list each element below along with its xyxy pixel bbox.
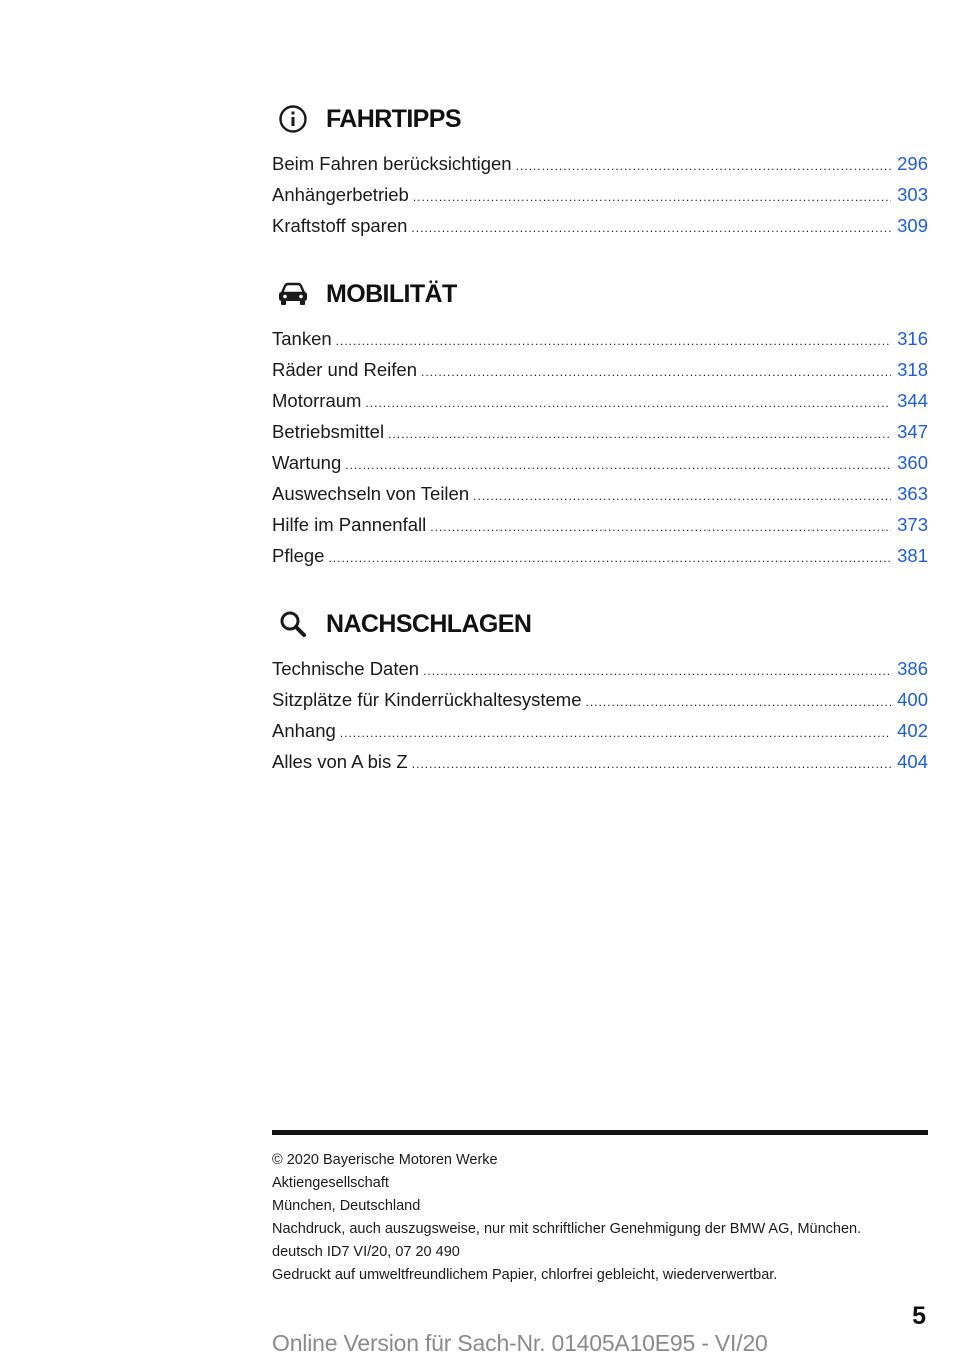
toc-page-link[interactable]: 309	[897, 215, 928, 236]
toc-page-link[interactable]: 381	[897, 545, 928, 566]
section-title: NACHSCHLAGEN	[326, 609, 532, 638]
toc-entry-label: Alles von A bis Z	[272, 751, 408, 772]
toc-page-link[interactable]: 296	[897, 153, 928, 174]
dot-leader	[328, 543, 891, 574]
imprint-line: Nachdruck, auch auszugsweise, nur mit schriftlicher Genehmigung der BMW AG, München.	[272, 1221, 862, 1237]
imprint-line: deutsch ID7 VI/20, 07 20 490	[272, 1244, 460, 1260]
toc-entry-label: Anhängerbetrieb	[272, 184, 409, 205]
section-title: FAHRTIPPS	[326, 104, 461, 133]
section-header	[272, 275, 928, 313]
toc-entry[interactable]	[272, 540, 928, 571]
dot-leader	[336, 326, 891, 357]
toc-page-link[interactable]: 363	[897, 483, 928, 504]
toc-entry-label: Motorraum	[272, 390, 362, 411]
toc-entry[interactable]	[272, 509, 928, 540]
imprint-line: Aktiengesellschaft	[272, 1175, 389, 1191]
toc-entry-label: Hilfe im Pannenfall	[272, 514, 427, 535]
imprint-line: © 2020 Bayerische Motoren Werke	[272, 1152, 498, 1168]
dot-leader	[473, 481, 891, 512]
search-icon	[274, 605, 312, 643]
section-nachschlagen	[272, 605, 928, 777]
section-fahrtipps	[272, 100, 928, 241]
toc-entry[interactable]	[272, 684, 928, 715]
dot-leader	[413, 182, 891, 213]
car-icon	[274, 275, 312, 313]
watermark-text: Online Version für Sach-Nr. 01405A10E95 - VI/20	[272, 1330, 768, 1356]
dot-leader	[345, 450, 891, 481]
section-header	[272, 100, 928, 138]
dot-leader	[365, 388, 891, 419]
toc-entry-label: Betriebsmittel	[272, 421, 385, 442]
dot-leader	[586, 687, 892, 718]
toc-page-link[interactable]: 404	[897, 751, 928, 772]
toc-page-link[interactable]: 360	[897, 452, 928, 473]
toc-entry[interactable]	[272, 416, 928, 447]
section-mobilitaet	[272, 275, 928, 571]
toc-entry-label: Technische Daten	[272, 658, 420, 679]
toc-entry[interactable]	[272, 354, 928, 385]
table-of-contents	[272, 100, 928, 811]
imprint-line: München, Deutschland	[272, 1198, 421, 1214]
dot-leader	[430, 512, 891, 543]
toc-entry-label: Sitzplätze für Kinderrückhaltesysteme	[272, 689, 582, 710]
dot-leader	[340, 718, 891, 749]
toc-entry[interactable]	[272, 210, 928, 241]
toc-entry[interactable]	[272, 179, 928, 210]
toc-page-link[interactable]: 386	[897, 658, 928, 679]
toc-entry[interactable]	[272, 323, 928, 354]
toc-entry-label: Beim Fahren berücksichtigen	[272, 153, 512, 174]
section-header	[272, 605, 928, 643]
toc-entry-label: Anhang	[272, 720, 336, 741]
dot-leader	[516, 151, 892, 182]
toc-page-link[interactable]: 373	[897, 514, 928, 535]
info-icon	[274, 100, 312, 138]
toc-entry[interactable]	[272, 447, 928, 478]
section-title: MOBILITÄT	[326, 279, 457, 308]
imprint-line: Gedruckt auf umweltfreundlichem Papier, chlorfrei gebleicht, wiederverwertbar.	[272, 1267, 778, 1283]
dot-leader	[412, 749, 891, 780]
dot-leader	[423, 656, 891, 687]
toc-page-link[interactable]: 318	[897, 359, 928, 380]
page-number: 5	[912, 1302, 926, 1330]
toc-entry-label: Pflege	[272, 545, 325, 566]
toc-entry[interactable]	[272, 653, 928, 684]
toc-entry[interactable]	[272, 746, 928, 777]
dot-leader	[388, 419, 891, 450]
toc-entry-label: Wartung	[272, 452, 342, 473]
toc-entry-label: Tanken	[272, 328, 332, 349]
toc-entry[interactable]	[272, 478, 928, 509]
toc-entry[interactable]	[272, 385, 928, 416]
dot-leader	[421, 357, 891, 388]
toc-page-link[interactable]: 400	[897, 689, 928, 710]
toc-page-link[interactable]: 303	[897, 184, 928, 205]
footer-divider	[272, 1130, 928, 1135]
toc-entry-label: Kraftstoff sparen	[272, 215, 408, 236]
toc-page-link[interactable]: 347	[897, 421, 928, 442]
toc-page-link[interactable]: 402	[897, 720, 928, 741]
imprint	[272, 1149, 928, 1287]
dot-leader	[411, 213, 891, 244]
toc-entry[interactable]	[272, 148, 928, 179]
toc-page-link[interactable]: 316	[897, 328, 928, 349]
toc-entry-label: Räder und Reifen	[272, 359, 418, 380]
toc-page-link[interactable]: 344	[897, 390, 928, 411]
toc-entry[interactable]	[272, 715, 928, 746]
toc-entry-label: Auswechseln von Teilen	[272, 483, 470, 504]
